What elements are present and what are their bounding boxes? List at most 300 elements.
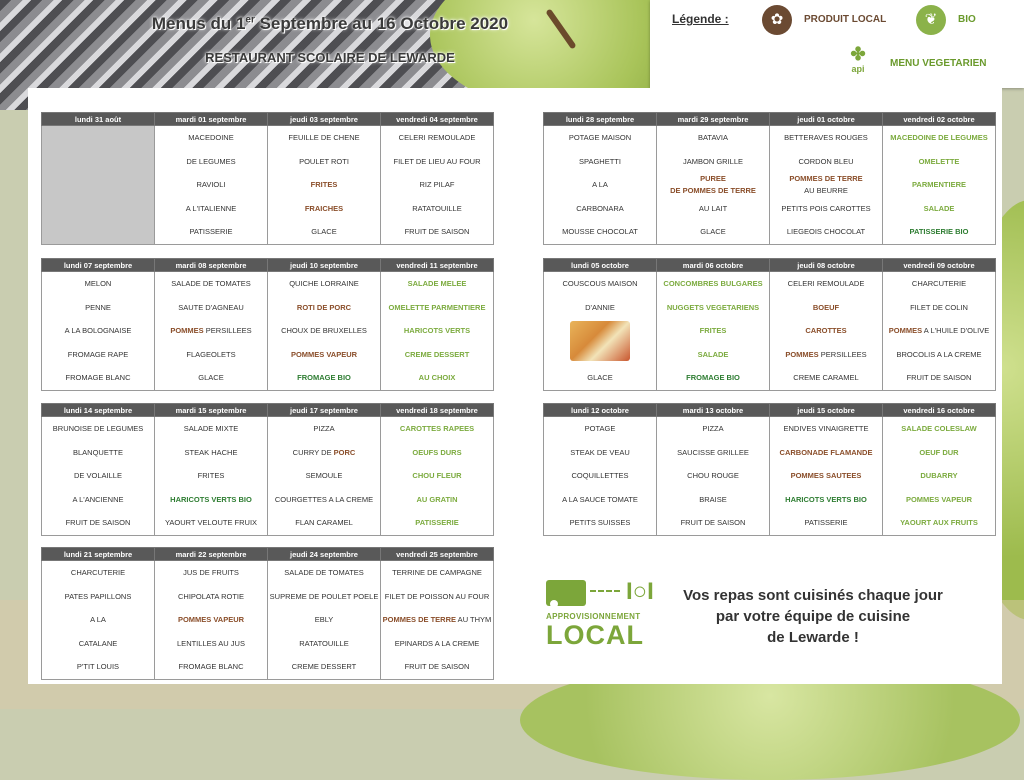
truck-icon <box>546 580 586 606</box>
day-header: jeudi 15 octobre <box>770 404 883 417</box>
menu-item-text: FRUIT DE SAISON <box>906 373 972 382</box>
menu-item-text: PATISSERIE BIO <box>909 227 969 236</box>
menu-item-text: HARICOTS VERTS BIO <box>785 494 867 504</box>
menu-item <box>657 220 769 244</box>
menu-item-text: POMMES <box>888 326 923 335</box>
day-menu <box>42 417 155 536</box>
menu-item-text: ROTI DE PORC <box>296 302 352 312</box>
menu-item <box>770 511 882 535</box>
menu-item-text: BOEUF <box>812 302 840 312</box>
menu-item-text: SALADE MELEE <box>407 279 467 288</box>
legend <box>650 0 1024 88</box>
day-header: lundi 31 août <box>42 113 155 126</box>
menu-item <box>544 150 656 174</box>
menu-item <box>381 585 493 609</box>
day-menu <box>381 417 494 536</box>
menu-item <box>381 150 493 174</box>
menu-item-text: HARICOTS VERTS <box>403 326 471 335</box>
menu-item-text: FROMAGE RAPE <box>67 349 129 359</box>
menu-item <box>268 126 380 150</box>
day-header: lundi 14 septembre <box>42 404 155 417</box>
menu-item <box>155 561 267 585</box>
menu-item-text: CHARCUTERIE <box>70 568 126 577</box>
menu-item-text: BROCOLIS A LA CREME <box>896 349 982 359</box>
menu-item <box>155 173 267 197</box>
menu-item-text: FRUIT DE SAISON <box>404 662 470 671</box>
menu-item <box>883 441 995 465</box>
menu-item <box>544 126 656 150</box>
menu-item <box>657 126 769 150</box>
menu-item-text: EPINARDS A LA CREME <box>394 638 480 648</box>
menu-item <box>770 296 882 320</box>
menu-item <box>770 173 882 197</box>
menu-item-text: RATATOUILLE <box>412 203 462 213</box>
menu-item-text: PORC <box>333 447 356 457</box>
day-header: jeudi 24 septembre <box>268 548 381 561</box>
menu-item-text: POMMES DE TERRE <box>382 615 457 624</box>
day-menu <box>42 272 155 391</box>
day-header: mardi 15 septembre <box>155 404 268 417</box>
menu-item <box>657 511 769 535</box>
menu-item <box>381 126 493 150</box>
day-menu <box>657 272 770 391</box>
menu-item <box>381 441 493 465</box>
day-header: vendredi 09 octobre <box>883 259 996 272</box>
menu-item <box>770 417 882 441</box>
menu-item <box>770 441 882 465</box>
menu-item <box>268 417 380 441</box>
menu-item <box>544 417 656 441</box>
day-menu <box>268 561 381 680</box>
menu-item-text: RATATOUILLE <box>299 638 349 648</box>
day-menu <box>883 272 996 391</box>
menu-item-text: LIEGEOIS CHOCOLAT <box>786 227 866 236</box>
appro-local-logo <box>546 578 654 652</box>
menu-item <box>155 488 267 512</box>
menu-item-text: FLAN CARAMEL <box>295 518 353 527</box>
menu-item-text: PATISSERIE <box>804 518 848 527</box>
menu-item-text: CHOUX DE BRUXELLES <box>281 326 367 335</box>
menu-item-text: FLAGEOLETS <box>186 349 236 359</box>
menu-item-text: SUPREME DE POULET POELE <box>269 591 379 601</box>
day-header: vendredi 04 septembre <box>381 113 494 126</box>
couscous-photo <box>570 321 630 361</box>
menu-item-text: CARBONARA <box>576 203 624 213</box>
day-menu <box>381 126 494 245</box>
menu-item-text: FRITES <box>699 326 727 335</box>
menu-item-text: NUGGETS VEGETARIENS <box>666 302 760 312</box>
menu-item-text: CAROTTES <box>805 326 847 335</box>
day-menu <box>544 417 657 536</box>
menu-item-text: POULET ROTI <box>299 156 349 166</box>
menu-item-text: D'ANNIE <box>585 302 615 312</box>
menu-item <box>657 488 769 512</box>
menu-item <box>155 464 267 488</box>
menu-item-text: OEUF DUR <box>919 447 959 457</box>
menu-item-text: ENDIVES VINAIGRETTE <box>783 424 869 433</box>
day-header: jeudi 17 septembre <box>268 404 381 417</box>
menu-item <box>268 197 380 221</box>
appro-line1: APPROVISIONNEMENT <box>546 612 641 621</box>
day-menu <box>155 272 268 391</box>
menu-item-text: MACEDOINE DE LEGUMES <box>890 133 988 142</box>
menu-item-text: CONCOMBRES BULGARES <box>663 279 763 288</box>
menu-item-text: SALADE <box>923 203 955 213</box>
menu-item-text: A L'HUILE D'OLIVE <box>922 326 990 335</box>
week-table <box>41 258 494 391</box>
menu-item <box>42 441 154 465</box>
menu-item-text: BATAVIA <box>697 133 728 142</box>
menu-item <box>544 296 656 320</box>
menu-item-text: CORDON BLEU <box>798 156 854 166</box>
menu-item <box>381 608 493 632</box>
menu-item-text: PATISSERIE <box>189 227 233 236</box>
menu-item <box>544 197 656 221</box>
menu-item-text: SEMOULE <box>305 471 343 480</box>
menu-item-text: A L'ANCIENNE <box>72 494 124 504</box>
menu-item <box>42 366 154 390</box>
menu-item <box>883 150 995 174</box>
day-menu <box>883 126 996 245</box>
menu-item <box>381 632 493 656</box>
fork-knife-icon: I○I <box>626 578 654 605</box>
menu-item <box>42 655 154 679</box>
menu-item-text: PATISSERIE <box>415 518 459 527</box>
menu-item-text: POTAGE <box>584 424 616 433</box>
menu-item-text: CREME CARAMEL <box>793 373 859 382</box>
menu-item <box>268 296 380 320</box>
menu-item-text: DUBARRY <box>920 471 958 480</box>
menu-item-text: RAVIOLI <box>196 180 226 189</box>
menu-item <box>657 343 769 367</box>
menu-item <box>268 220 380 244</box>
day-header: lundi 28 septembre <box>544 113 657 126</box>
menu-item <box>883 511 995 535</box>
day-header: vendredi 25 septembre <box>381 548 494 561</box>
day-menu <box>770 126 883 245</box>
page-subtitle: RESTAURANT SCOLAIRE DE LEWARDE <box>205 50 455 65</box>
menu-item <box>268 488 380 512</box>
menu-item <box>544 441 656 465</box>
menu-item-text: COUSCOUS MAISON <box>562 279 638 288</box>
menu-item <box>42 417 154 441</box>
menu-item-text: POMMES VAPEUR <box>290 349 358 359</box>
menu-item-text: CHARCUTERIE <box>911 279 967 288</box>
menu-item <box>42 608 154 632</box>
menu-item <box>268 464 380 488</box>
menu-item-text: GLACE <box>587 373 613 382</box>
menu-item-text: DE POMMES DE TERRE <box>670 185 756 195</box>
menu-item-text: FRUIT DE SAISON <box>65 518 131 527</box>
menu-item <box>381 488 493 512</box>
menu-item <box>381 220 493 244</box>
menu-item <box>268 343 380 367</box>
menu-item-text: P'TIT LOUIS <box>76 662 120 671</box>
day-header: lundi 12 octobre <box>544 404 657 417</box>
menu-item <box>155 220 267 244</box>
menu-item-text: SALADE <box>697 349 729 359</box>
menu-item <box>155 319 267 343</box>
menu-item <box>155 417 267 441</box>
menu-item-text: CHOU FLEUR <box>412 471 462 480</box>
menu-item <box>770 319 882 343</box>
menu-item <box>268 655 380 679</box>
week-table <box>41 403 494 536</box>
menu-item-text: GLACE <box>198 373 224 382</box>
menu-item-text: MELON <box>84 279 112 288</box>
menu-item <box>657 296 769 320</box>
menu-item-text: FILET DE LIEU AU FOUR <box>393 156 481 166</box>
menu-item <box>155 343 267 367</box>
menu-item-text: GLACE <box>700 227 726 236</box>
menu-item-text: JAMBON GRILLE <box>682 156 743 166</box>
menu-item <box>544 464 656 488</box>
menu-item <box>381 197 493 221</box>
menu-item-text: CURRY DE <box>292 447 334 457</box>
week-table <box>41 547 494 680</box>
week-table <box>543 403 996 536</box>
menu-item <box>268 366 380 390</box>
bio-leaf-icon: ❦ <box>916 5 946 35</box>
menu-item-text: FROMAGE BIO <box>297 373 351 382</box>
menu-item <box>883 417 995 441</box>
menu-item <box>268 585 380 609</box>
menu-item <box>268 511 380 535</box>
week-table <box>41 112 494 245</box>
menu-item <box>657 441 769 465</box>
day-header: mardi 13 octobre <box>657 404 770 417</box>
menu-item-text: POTAGE MAISON <box>568 133 632 142</box>
menu-item <box>544 319 656 366</box>
page-title: Menus du 1er Septembre au 16 Octobre 2020 <box>151 14 509 33</box>
menu-item-text: BRUNOISE DE LEGUMES <box>52 424 144 433</box>
menu-item-text: PIZZA <box>702 424 724 433</box>
menu-item <box>42 296 154 320</box>
menu-item-text: POMMES <box>170 326 204 335</box>
menu-item <box>42 464 154 488</box>
menu-item-text: A LA <box>90 615 106 624</box>
menu-item-text: DE VOLAILLE <box>74 471 122 480</box>
menu-item-text: PETITS SUISSES <box>569 518 631 527</box>
menu-item-text: JUS DE FRUITS <box>183 568 239 577</box>
day-menu <box>770 272 883 391</box>
menu-item <box>544 511 656 535</box>
day-header: vendredi 11 septembre <box>381 259 494 272</box>
day-menu <box>883 417 996 536</box>
menu-item <box>155 197 267 221</box>
day-header: jeudi 03 septembre <box>268 113 381 126</box>
legend-bio-label: BIO <box>958 14 976 25</box>
menu-item <box>268 173 380 197</box>
menu-item-text: PIZZA <box>313 424 335 433</box>
menu-item <box>381 272 493 296</box>
menu-item <box>381 319 493 343</box>
menu-item-text: CARBONADE FLAMANDE <box>779 447 873 457</box>
menu-item-text: AU BEURRE <box>804 185 848 195</box>
menu-item <box>155 608 267 632</box>
menu-item-text: YAOURT VELOUTE FRUIX <box>164 518 258 527</box>
menu-item <box>155 632 267 656</box>
menu-item <box>657 197 769 221</box>
menu-item <box>155 655 267 679</box>
menu-item <box>155 296 267 320</box>
menu-item <box>381 511 493 535</box>
menu-item-text: PERSILLEES <box>203 326 252 335</box>
day-menu <box>268 272 381 391</box>
menu-item <box>268 561 380 585</box>
menu-item <box>657 150 769 174</box>
menu-item <box>883 343 995 367</box>
menu-item <box>381 561 493 585</box>
menu-item <box>544 488 656 512</box>
day-menu <box>155 417 268 536</box>
menu-item <box>770 366 882 390</box>
menu-item-text: CHOU ROUGE <box>687 471 739 480</box>
menu-item-text: FRITES <box>310 180 338 189</box>
menu-item-text: DE LEGUMES <box>186 156 236 166</box>
day-header: jeudi 10 septembre <box>268 259 381 272</box>
arrow-icon <box>590 590 620 592</box>
menu-item-text: FEUILLE DE CHENE <box>288 133 360 142</box>
menu-item <box>544 272 656 296</box>
menu-item <box>268 441 380 465</box>
week-table <box>543 112 996 245</box>
menu-item <box>770 150 882 174</box>
menu-item <box>155 585 267 609</box>
menu-item <box>268 632 380 656</box>
day-header: jeudi 01 octobre <box>770 113 883 126</box>
menu-item <box>883 173 995 197</box>
menu-item-text: A L'ITALIENNE <box>185 203 237 213</box>
menu-item <box>883 319 995 343</box>
menu-item <box>381 464 493 488</box>
day-menu <box>657 126 770 245</box>
menu-item-text: PENNE <box>85 302 111 312</box>
menu-item-text: FRITES <box>197 471 225 480</box>
menu-item-text: CATALANE <box>78 638 118 648</box>
menu-item <box>42 343 154 367</box>
menu-item-text: RIZ PILAF <box>419 180 455 189</box>
day-menu <box>268 417 381 536</box>
day-header: mardi 08 septembre <box>155 259 268 272</box>
menu-item-text: COQUILLETTES <box>571 471 629 480</box>
menu-item-text: POMMES <box>785 349 819 359</box>
day-menu <box>381 272 494 391</box>
menu-item <box>770 464 882 488</box>
menu-item <box>42 488 154 512</box>
menu-item <box>42 561 154 585</box>
menu-item <box>883 296 995 320</box>
local-product-icon: ✿ <box>762 5 792 35</box>
menu-item-text: SAUCISSE GRILLEE <box>677 447 749 457</box>
menu-item-text: GLACE <box>311 227 337 236</box>
menu-item <box>381 417 493 441</box>
day-header: vendredi 16 octobre <box>883 404 996 417</box>
menu-item-text: HARICOTS VERTS BIO <box>170 494 252 504</box>
menu-item-text: A LA <box>592 180 608 189</box>
menu-item <box>657 366 769 390</box>
day-header: jeudi 08 octobre <box>770 259 883 272</box>
legend-veg-label: MENU VEGETARIEN <box>890 58 987 69</box>
menu-item-text: SALADE DE TOMATES <box>171 279 251 288</box>
menu-item <box>268 319 380 343</box>
vegetarian-icon: ✤ api <box>850 44 866 74</box>
day-menu <box>42 126 155 245</box>
menu-item <box>155 272 267 296</box>
menu-item-text: CREME DESSERT <box>404 349 470 359</box>
day-header: lundi 21 septembre <box>42 548 155 561</box>
menu-item <box>42 632 154 656</box>
menu-item-text: EBLY <box>314 615 334 624</box>
day-menu <box>42 561 155 680</box>
menu-item <box>770 197 882 221</box>
menu-item-text: A LA BOLOGNAISE <box>64 326 132 335</box>
menu-item-text: MOUSSE CHOCOLAT <box>562 227 638 236</box>
day-menu <box>155 126 268 245</box>
menu-item <box>770 126 882 150</box>
menu-item <box>381 343 493 367</box>
menu-item <box>381 366 493 390</box>
menu-item <box>657 272 769 296</box>
menu-item <box>544 366 656 390</box>
menu-item <box>883 488 995 512</box>
menu-item <box>42 585 154 609</box>
menu-item-text: CREME DESSERT <box>291 662 357 671</box>
menu-item-text: PERSILLEES <box>818 349 867 359</box>
menu-item-text: MACEDOINE <box>188 133 234 142</box>
menu-item <box>770 220 882 244</box>
menu-item-text: OMELETTE PARMENTIERE <box>388 302 486 312</box>
menu-item-text: POMMES VAPEUR <box>177 615 245 624</box>
menu-item <box>268 272 380 296</box>
menu-item <box>883 220 995 244</box>
menu-item-text: STEAK HACHE <box>184 447 238 457</box>
menu-item <box>657 319 769 343</box>
menu-item <box>657 173 769 197</box>
menu-item-text: POMMES DE TERRE <box>789 174 863 183</box>
day-header: lundi 07 septembre <box>42 259 155 272</box>
menu-item-text: FRUIT DE SAISON <box>404 227 470 236</box>
menu-item-text: PARMENTIERE <box>911 180 967 189</box>
day-header: mardi 22 septembre <box>155 548 268 561</box>
menu-item <box>381 173 493 197</box>
day-header: mardi 06 octobre <box>657 259 770 272</box>
menu-item-text: FROMAGE BLANC <box>178 662 244 671</box>
menu-item-text: CHIPOLATA ROTIE <box>178 591 244 601</box>
menu-item <box>381 296 493 320</box>
menu-item-text: SAUTE D'AGNEAU <box>178 302 244 312</box>
menu-item-text: FRUIT DE SAISON <box>680 518 746 527</box>
menu-item <box>770 272 882 296</box>
menu-item-text: AU GRATIN <box>416 494 458 504</box>
menu-item <box>657 464 769 488</box>
menu-item-text: AU LAIT <box>698 203 728 213</box>
menu-item <box>268 150 380 174</box>
legend-local-label: PRODUIT LOCAL <box>804 14 887 25</box>
menu-item <box>883 464 995 488</box>
message-line3: de Lewarde ! <box>767 629 859 646</box>
menu-item <box>883 272 995 296</box>
day-header: lundi 05 octobre <box>544 259 657 272</box>
menu-item-text: YAOURT AUX FRUITS <box>900 518 978 527</box>
menu-item-text: SALADE DE TOMATES <box>284 568 364 577</box>
menu-item-text: PETITS POIS CAROTTES <box>781 203 871 213</box>
appro-line2: LOCAL <box>546 620 644 650</box>
menu-item-text: FROMAGE BIO <box>686 373 740 382</box>
menu-item-text: FILET DE COLIN <box>910 302 968 312</box>
day-menu <box>155 561 268 680</box>
menu-item-text: A LA SAUCE TOMATE <box>562 494 638 504</box>
